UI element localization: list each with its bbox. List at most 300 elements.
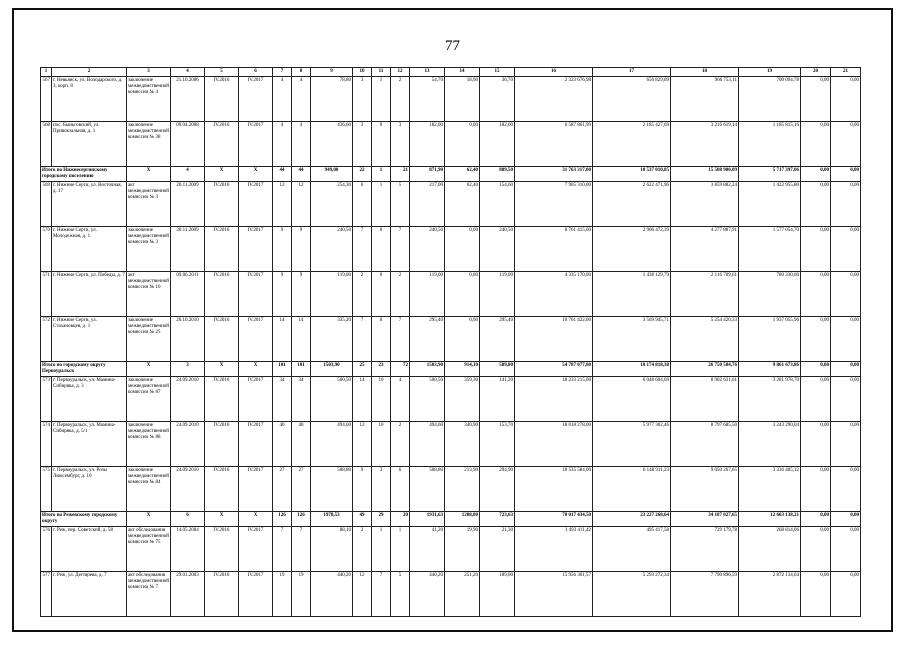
table-cell: 0,00 bbox=[831, 317, 861, 362]
table-cell: 1931,63 bbox=[410, 512, 445, 527]
table-cell: 2 bbox=[353, 272, 372, 317]
table-cell: 78,80 bbox=[311, 77, 353, 122]
table-cell: 3 bbox=[353, 77, 372, 122]
subtotal-row bbox=[41, 512, 861, 527]
table-cell: IV.2016 bbox=[205, 572, 239, 617]
table-cell: 494,60 bbox=[410, 422, 445, 467]
table-cell: 6 148 911,23 bbox=[593, 467, 671, 512]
subtotal-row bbox=[41, 167, 861, 182]
table-cell: 1208,00 bbox=[445, 512, 480, 527]
table-cell: 6 587 861,99 bbox=[515, 122, 593, 167]
table-cell: 7 bbox=[353, 227, 372, 272]
table-row bbox=[41, 122, 861, 167]
table-cell: 15 956 301,57 bbox=[515, 572, 593, 617]
table-cell: 18 233 215,00 bbox=[515, 377, 593, 422]
table-cell: 9 bbox=[292, 272, 311, 317]
table-cell: 569 bbox=[41, 182, 52, 227]
table-cell: 7 bbox=[391, 227, 410, 272]
table-cell: 15 508 900,09 bbox=[671, 167, 739, 182]
table-cell: 0,00 bbox=[801, 377, 831, 422]
table-cell: 729 179,78 bbox=[671, 527, 739, 572]
table-cell: 54 787 077,00 bbox=[515, 362, 593, 377]
column-number: 14 bbox=[445, 68, 480, 77]
table-cell: IV.2016 bbox=[205, 77, 239, 122]
table-cell: IV.2017 bbox=[239, 527, 273, 572]
table-cell: X bbox=[205, 512, 239, 527]
table-cell: 567 bbox=[41, 77, 52, 122]
table-cell: 14 bbox=[353, 377, 372, 422]
table-cell: 3 bbox=[372, 467, 391, 512]
table-cell: 23 bbox=[372, 362, 391, 377]
table-cell: 54,70 bbox=[410, 77, 445, 122]
table-cell: 2 323 676,98 bbox=[515, 77, 593, 122]
table-cell: 589,80 bbox=[480, 362, 515, 377]
table-cell: 4 bbox=[391, 377, 410, 422]
table-cell: г. Первоуральск, ул. Мамина-Сибиряка, д. 5/1 bbox=[52, 422, 127, 467]
table-cell: 62,40 bbox=[445, 182, 480, 227]
table-cell: 0,00 bbox=[831, 77, 861, 122]
table-cell: 0,00 bbox=[445, 272, 480, 317]
table-cell: 20 bbox=[391, 512, 410, 527]
table-cell: 5 254 420,33 bbox=[671, 317, 739, 362]
table-row bbox=[41, 572, 861, 617]
table-row bbox=[41, 467, 861, 512]
table-cell: 18 535 584,00 bbox=[515, 467, 593, 512]
table-cell: 871,90 bbox=[410, 167, 445, 182]
table-cell: г. Нижние Серги, ул. Стахановцев, д. 1 bbox=[52, 317, 127, 362]
table-cell: 0,00 bbox=[831, 512, 861, 527]
table-cell: 21 bbox=[391, 167, 410, 182]
table-cell: 3 bbox=[353, 122, 372, 167]
column-number: 21 bbox=[831, 68, 861, 77]
table-cell: X bbox=[239, 362, 273, 377]
column-number: 9 bbox=[311, 68, 353, 77]
table-cell: 1 bbox=[372, 527, 391, 572]
table-cell: 27 bbox=[273, 467, 292, 512]
table-cell: 09.06.2011 bbox=[171, 272, 205, 317]
table-cell: 31 763 317,00 bbox=[515, 167, 593, 182]
table-cell: 0,00 bbox=[445, 122, 480, 167]
table-cell: 36,70 bbox=[480, 77, 515, 122]
table-cell: 21.10.2006 bbox=[171, 77, 205, 122]
table-cell: 568 bbox=[41, 122, 52, 167]
table-cell: 3 216 619,14 bbox=[671, 122, 739, 167]
table-cell: акт межведомственной комиссии № 10 bbox=[127, 272, 171, 317]
table-cell: 7 905 310,00 bbox=[515, 182, 593, 227]
table-cell: 240,50 bbox=[311, 227, 353, 272]
table-cell: 1 bbox=[372, 77, 391, 122]
table-cell: 18 174 818,38 bbox=[593, 362, 671, 377]
table-cell: заключение межведомственной комиссии № 87 bbox=[127, 377, 171, 422]
table-cell: 41,20 bbox=[410, 527, 445, 572]
table-cell: г. Невьянск, ул. Володарского, д. 3, корп. 8 bbox=[52, 77, 127, 122]
table-cell: IV.2017 bbox=[239, 467, 273, 512]
table-cell: г. Первоуральск, ул. Мамина-Сибиряка, д. 3 bbox=[52, 377, 127, 422]
table-cell: IV.2016 bbox=[205, 227, 239, 272]
column-number: 1 bbox=[41, 68, 52, 77]
subtotal-row bbox=[41, 362, 861, 377]
table-cell: 0,00 bbox=[831, 467, 861, 512]
table-cell: 19,90 bbox=[445, 527, 480, 572]
table-cell: 21,30 bbox=[480, 527, 515, 572]
table-cell: IV.2016 bbox=[205, 527, 239, 572]
table-row bbox=[41, 182, 861, 227]
column-number: 20 bbox=[801, 68, 831, 77]
table-cell: 1 422 955,80 bbox=[739, 182, 801, 227]
table-cell: 101 bbox=[273, 362, 292, 377]
table-cell: 4 bbox=[292, 122, 311, 167]
table-cell: X bbox=[127, 512, 171, 527]
table-row bbox=[41, 377, 861, 422]
table-cell: 10 537 010,85 bbox=[593, 167, 671, 182]
table-cell: 34 bbox=[292, 377, 311, 422]
column-number: 15 bbox=[480, 68, 515, 77]
table-cell: 0,00 bbox=[801, 527, 831, 572]
table-cell: 0,00 bbox=[831, 572, 861, 617]
table-cell: IV.2017 bbox=[239, 422, 273, 467]
table-cell: 1503,90 bbox=[311, 362, 353, 377]
table-cell: IV.2016 bbox=[205, 317, 239, 362]
scanned-page bbox=[12, 8, 893, 632]
table-cell: 4 bbox=[292, 77, 311, 122]
subtotal-label: Итого по городскому округу Первоуральск bbox=[41, 362, 127, 377]
table-cell: 7 bbox=[273, 527, 292, 572]
table-cell: 49 bbox=[353, 512, 372, 527]
table-cell: 29 bbox=[372, 512, 391, 527]
table-cell: 12 bbox=[292, 182, 311, 227]
table-cell: 20.11.2009 bbox=[171, 182, 205, 227]
table-cell: 2 bbox=[391, 272, 410, 317]
table-cell: 0,00 bbox=[831, 182, 861, 227]
table-cell: X bbox=[127, 167, 171, 182]
table-cell: заключение межведомственной комиссии № 3 bbox=[127, 227, 171, 272]
table-cell: X bbox=[239, 512, 273, 527]
register-table bbox=[40, 67, 861, 617]
table-cell: 0,00 bbox=[801, 77, 831, 122]
table-cell: 1 bbox=[372, 182, 391, 227]
table-cell: IV.2017 bbox=[239, 122, 273, 167]
table-cell: IV.2017 bbox=[239, 182, 273, 227]
table-cell: 500,50 bbox=[311, 377, 353, 422]
subtotal-label: Итого по Режевскому городскому округу bbox=[41, 512, 127, 527]
table-cell: заключение межведомственной комиссии № 84 bbox=[127, 467, 171, 512]
table-cell: IV.2016 bbox=[205, 182, 239, 227]
column-number: 7 bbox=[273, 68, 292, 77]
table-cell: 2 185 427,69 bbox=[593, 122, 671, 167]
table-cell: 508,80 bbox=[410, 467, 445, 512]
table-cell: 7 bbox=[292, 527, 311, 572]
table-cell: 2 872 134,64 bbox=[739, 572, 801, 617]
table-cell: 12 bbox=[273, 182, 292, 227]
column-number: 13 bbox=[410, 68, 445, 77]
table-cell: IV.2017 bbox=[239, 572, 273, 617]
table-cell: 101 bbox=[292, 362, 311, 377]
table-cell: 3 569 945,71 bbox=[593, 317, 671, 362]
table-cell: 0,00 bbox=[801, 227, 831, 272]
table-cell: 1 493 411,42 bbox=[515, 527, 593, 572]
table-cell: 7 bbox=[353, 317, 372, 362]
table-cell: 4 335 170,00 bbox=[515, 272, 593, 317]
table-cell: 7 bbox=[372, 572, 391, 617]
table-cell: 700 094,78 bbox=[739, 77, 801, 122]
table-cell: 809,50 bbox=[480, 167, 515, 182]
table-cell: 2 bbox=[391, 77, 410, 122]
table-cell: акт межведомственной комиссии № 3 bbox=[127, 182, 171, 227]
table-cell: 240,50 bbox=[410, 227, 445, 272]
table-cell: 494,60 bbox=[311, 422, 353, 467]
table-cell: 0,00 bbox=[831, 422, 861, 467]
table-cell: IV.2017 bbox=[239, 377, 273, 422]
table-cell: 294,90 bbox=[480, 467, 515, 512]
table-cell: 2 622 471,96 bbox=[593, 182, 671, 227]
table-cell: 0,00 bbox=[801, 422, 831, 467]
table-cell: 27 bbox=[292, 467, 311, 512]
table-cell: 26 750 584,76 bbox=[671, 362, 739, 377]
table-cell: 9 bbox=[273, 272, 292, 317]
table-cell: 440,20 bbox=[311, 572, 353, 617]
table-cell: IV.2016 bbox=[205, 377, 239, 422]
table-cell: 0,00 bbox=[831, 527, 861, 572]
column-number: 11 bbox=[372, 68, 391, 77]
table-cell: 335,20 bbox=[311, 317, 353, 362]
table-cell: пос. Быньговский, ул. Привокзальная, д. 1 bbox=[52, 122, 127, 167]
table-cell: 268 814,06 bbox=[739, 527, 801, 572]
table-cell: 09.04.2008 bbox=[171, 122, 205, 167]
column-number: 17 bbox=[593, 68, 671, 77]
table-cell: X bbox=[205, 362, 239, 377]
table-cell: 126 bbox=[273, 512, 292, 527]
table-cell: 4 277 887,91 bbox=[671, 227, 739, 272]
table-cell: 189,00 bbox=[480, 572, 515, 617]
table-cell: 19 bbox=[273, 572, 292, 617]
table-cell: IV.2017 bbox=[239, 317, 273, 362]
table-cell: 141,20 bbox=[480, 377, 515, 422]
table-cell: 4 bbox=[171, 167, 205, 182]
table-cell: заключение межведомственной комиссии № 4 bbox=[127, 77, 171, 122]
table-cell: 359,30 bbox=[445, 377, 480, 422]
table-cell: 780 330,60 bbox=[739, 272, 801, 317]
column-number: 3 bbox=[127, 68, 171, 77]
table-cell: 119,00 bbox=[480, 272, 515, 317]
table-cell: 0 bbox=[372, 317, 391, 362]
table-cell: 3 859 882,24 bbox=[671, 182, 739, 227]
table-cell: 72 bbox=[391, 362, 410, 377]
table-cell: 19 bbox=[292, 572, 311, 617]
table-cell: 5 977 302,46 bbox=[593, 422, 671, 467]
table-cell: 8 797 685,50 bbox=[671, 422, 739, 467]
table-cell: 0,00 bbox=[801, 182, 831, 227]
table-cell: 575 bbox=[41, 467, 52, 512]
table-cell: 0,00 bbox=[801, 467, 831, 512]
table-row bbox=[41, 317, 861, 362]
column-number: 4 bbox=[171, 68, 205, 77]
table-cell: 500,50 bbox=[410, 377, 445, 422]
table-cell: 9 bbox=[353, 467, 372, 512]
table-cell: 1 185 815,16 bbox=[739, 122, 801, 167]
table-cell: акт обследования межведомственной комиссии № 75 bbox=[127, 527, 171, 572]
table-cell: X bbox=[239, 167, 273, 182]
table-cell: 10 761 422,00 bbox=[515, 317, 593, 362]
table-cell: 12 603 138,21 bbox=[739, 512, 801, 527]
table-cell: 0 bbox=[372, 272, 391, 317]
table-cell: 8 761 415,00 bbox=[515, 227, 593, 272]
table-cell: 34 187 027,65 bbox=[671, 512, 739, 527]
table-cell: 0,00 bbox=[831, 272, 861, 317]
table-cell: 251,20 bbox=[445, 572, 480, 617]
table-cell: заключение межведомственной комиссии № 88 bbox=[127, 422, 171, 467]
table-cell: 24.09.2010 bbox=[171, 377, 205, 422]
column-number: 10 bbox=[353, 68, 372, 77]
table-cell: IV.2017 bbox=[239, 272, 273, 317]
table-cell: 4 bbox=[273, 77, 292, 122]
table-cell: 14 bbox=[292, 317, 311, 362]
table-cell: 3 bbox=[171, 362, 205, 377]
table-cell: 3 243 290,04 bbox=[739, 422, 801, 467]
table-cell: 573 bbox=[41, 377, 52, 422]
table-cell: 5 293 272,34 bbox=[593, 572, 671, 617]
table-cell: 295,40 bbox=[480, 317, 515, 362]
table-cell: 495 417,58 bbox=[593, 527, 671, 572]
table-cell: 240,50 bbox=[480, 227, 515, 272]
table-cell: X bbox=[127, 362, 171, 377]
table-cell: 0,00 bbox=[801, 512, 831, 527]
table-cell: 23 227 268,64 bbox=[593, 512, 671, 527]
table-cell: г. Реж, пер. Советский, д. 58 bbox=[52, 527, 127, 572]
table-cell: 254,30 bbox=[311, 182, 353, 227]
table-cell: 88,10 bbox=[311, 527, 353, 572]
table-cell: 0,00 bbox=[831, 122, 861, 167]
table-cell: 3 bbox=[391, 122, 410, 167]
table-cell: 217,00 bbox=[410, 182, 445, 227]
table-cell: 62,40 bbox=[445, 167, 480, 182]
table-cell: 723,63 bbox=[480, 512, 515, 527]
table-cell: 6 048 604,69 bbox=[593, 377, 671, 422]
table-cell: 25 bbox=[353, 362, 372, 377]
table-cell: 0,00 bbox=[831, 362, 861, 377]
column-number-row bbox=[41, 68, 861, 77]
table-cell: г. Нижние Серги, ул. Восточная, д. 17 bbox=[52, 182, 127, 227]
table-cell: 182,00 bbox=[480, 122, 515, 167]
table-cell: г. Первоуральск, ул. Розы Люксембург, д. 10 bbox=[52, 467, 127, 512]
table-cell: заключение межведомственной комиссии № 38 bbox=[127, 122, 171, 167]
table-cell: 1 577 054,70 bbox=[739, 227, 801, 272]
table-cell: 8 902 631,61 bbox=[671, 377, 739, 422]
table-cell: 0,00 bbox=[801, 362, 831, 377]
table-row bbox=[41, 272, 861, 317]
table-cell: 2 bbox=[391, 422, 410, 467]
table-cell: 577 bbox=[41, 572, 52, 617]
table-cell: 576 bbox=[41, 527, 52, 572]
table-cell: 6 bbox=[171, 512, 205, 527]
column-number: 2 bbox=[52, 68, 127, 77]
table-cell: 3 336 405,12 bbox=[739, 467, 801, 512]
table-cell: 9 050 267,65 bbox=[671, 467, 739, 512]
table-row bbox=[41, 422, 861, 467]
table-cell: 18,00 bbox=[445, 77, 480, 122]
table-cell: г. Нижние Серги, ул. Молодежная, д. 1 bbox=[52, 227, 127, 272]
column-number: 19 bbox=[739, 68, 801, 77]
table-cell: 22 bbox=[353, 167, 372, 182]
table-cell: 119,00 bbox=[410, 272, 445, 317]
table-cell: 295,40 bbox=[410, 317, 445, 362]
table-cell: 2 bbox=[353, 527, 372, 572]
table-cell: 154,60 bbox=[480, 182, 515, 227]
table-cell: 0,00 bbox=[831, 377, 861, 422]
table-cell: акт обследования межведомственной комиссии № 7 bbox=[127, 572, 171, 617]
subtotal-label: Итого по Нижнесергинскому городскому поселению bbox=[41, 167, 127, 182]
table-cell: 0,00 bbox=[801, 122, 831, 167]
table-cell: 5 717 397,06 bbox=[739, 167, 801, 182]
page-number: 77 bbox=[445, 38, 460, 54]
table-cell: 9 bbox=[292, 227, 311, 272]
table-cell: 182,00 bbox=[410, 122, 445, 167]
table-cell: 4 bbox=[273, 122, 292, 167]
table-cell: 6 bbox=[353, 182, 372, 227]
table-cell: 7 790 896,59 bbox=[671, 572, 739, 617]
table-row bbox=[41, 77, 861, 122]
column-number: 18 bbox=[671, 68, 739, 77]
table-cell: 18 018 278,00 bbox=[515, 422, 593, 467]
table-cell: IV.2017 bbox=[239, 227, 273, 272]
column-number: 12 bbox=[391, 68, 410, 77]
table-cell: 20.11.2009 bbox=[171, 227, 205, 272]
table-cell: 1 438 129,79 bbox=[593, 272, 671, 317]
table-cell: 949,00 bbox=[311, 167, 353, 182]
column-number: 16 bbox=[515, 68, 593, 77]
column-number: 5 bbox=[205, 68, 239, 77]
table-cell: IV.2017 bbox=[239, 77, 273, 122]
table-cell: 0,00 bbox=[831, 227, 861, 272]
table-cell: 24.09.2010 bbox=[171, 467, 205, 512]
table-cell: 574 bbox=[41, 422, 52, 467]
table-cell: 914,10 bbox=[445, 362, 480, 377]
table-cell: 0,00 bbox=[801, 167, 831, 182]
table-cell: 3 281 978,70 bbox=[739, 377, 801, 422]
table-row bbox=[41, 227, 861, 272]
table-cell: 0,00 bbox=[801, 272, 831, 317]
table-cell: IV.2016 bbox=[205, 122, 239, 167]
table-cell: 5 bbox=[391, 182, 410, 227]
table-cell: 572 bbox=[41, 317, 52, 362]
table-cell: 2 906 472,39 bbox=[593, 227, 671, 272]
table-cell: 5 bbox=[391, 572, 410, 617]
table-cell: 24.09.2010 bbox=[171, 422, 205, 467]
table-cell: 656 829,09 bbox=[593, 77, 671, 122]
table-cell: г. Нижние Серги, ул. Победы, д. 7 bbox=[52, 272, 127, 317]
table-cell: 126 bbox=[292, 512, 311, 527]
table-cell: 440,20 bbox=[410, 572, 445, 617]
table-cell: 29.01.2003 bbox=[171, 572, 205, 617]
table-cell: 119,00 bbox=[311, 272, 353, 317]
table-cell: 213,90 bbox=[445, 467, 480, 512]
table-cell: 340,90 bbox=[445, 422, 480, 467]
table-cell: 1503,90 bbox=[410, 362, 445, 377]
table-cell: 966 753,11 bbox=[671, 77, 739, 122]
table-cell: IV.2016 bbox=[205, 422, 239, 467]
table-cell: 40 bbox=[292, 422, 311, 467]
table-cell: 0,00 bbox=[801, 572, 831, 617]
table-cell: 0,00 bbox=[831, 167, 861, 182]
table-cell: 14.05.2004 bbox=[171, 527, 205, 572]
table-cell: 70 017 434,50 bbox=[515, 512, 593, 527]
table-cell: 0 bbox=[372, 227, 391, 272]
column-number: 8 bbox=[292, 68, 311, 77]
table-cell: г. Реж, ул. Дегтярева, д. 7 bbox=[52, 572, 127, 617]
table-cell: заключение межведомственной комиссии № 25 bbox=[127, 317, 171, 362]
table-cell: 10 bbox=[372, 422, 391, 467]
table-cell: 436,60 bbox=[311, 122, 353, 167]
table-cell: 571 bbox=[41, 272, 52, 317]
